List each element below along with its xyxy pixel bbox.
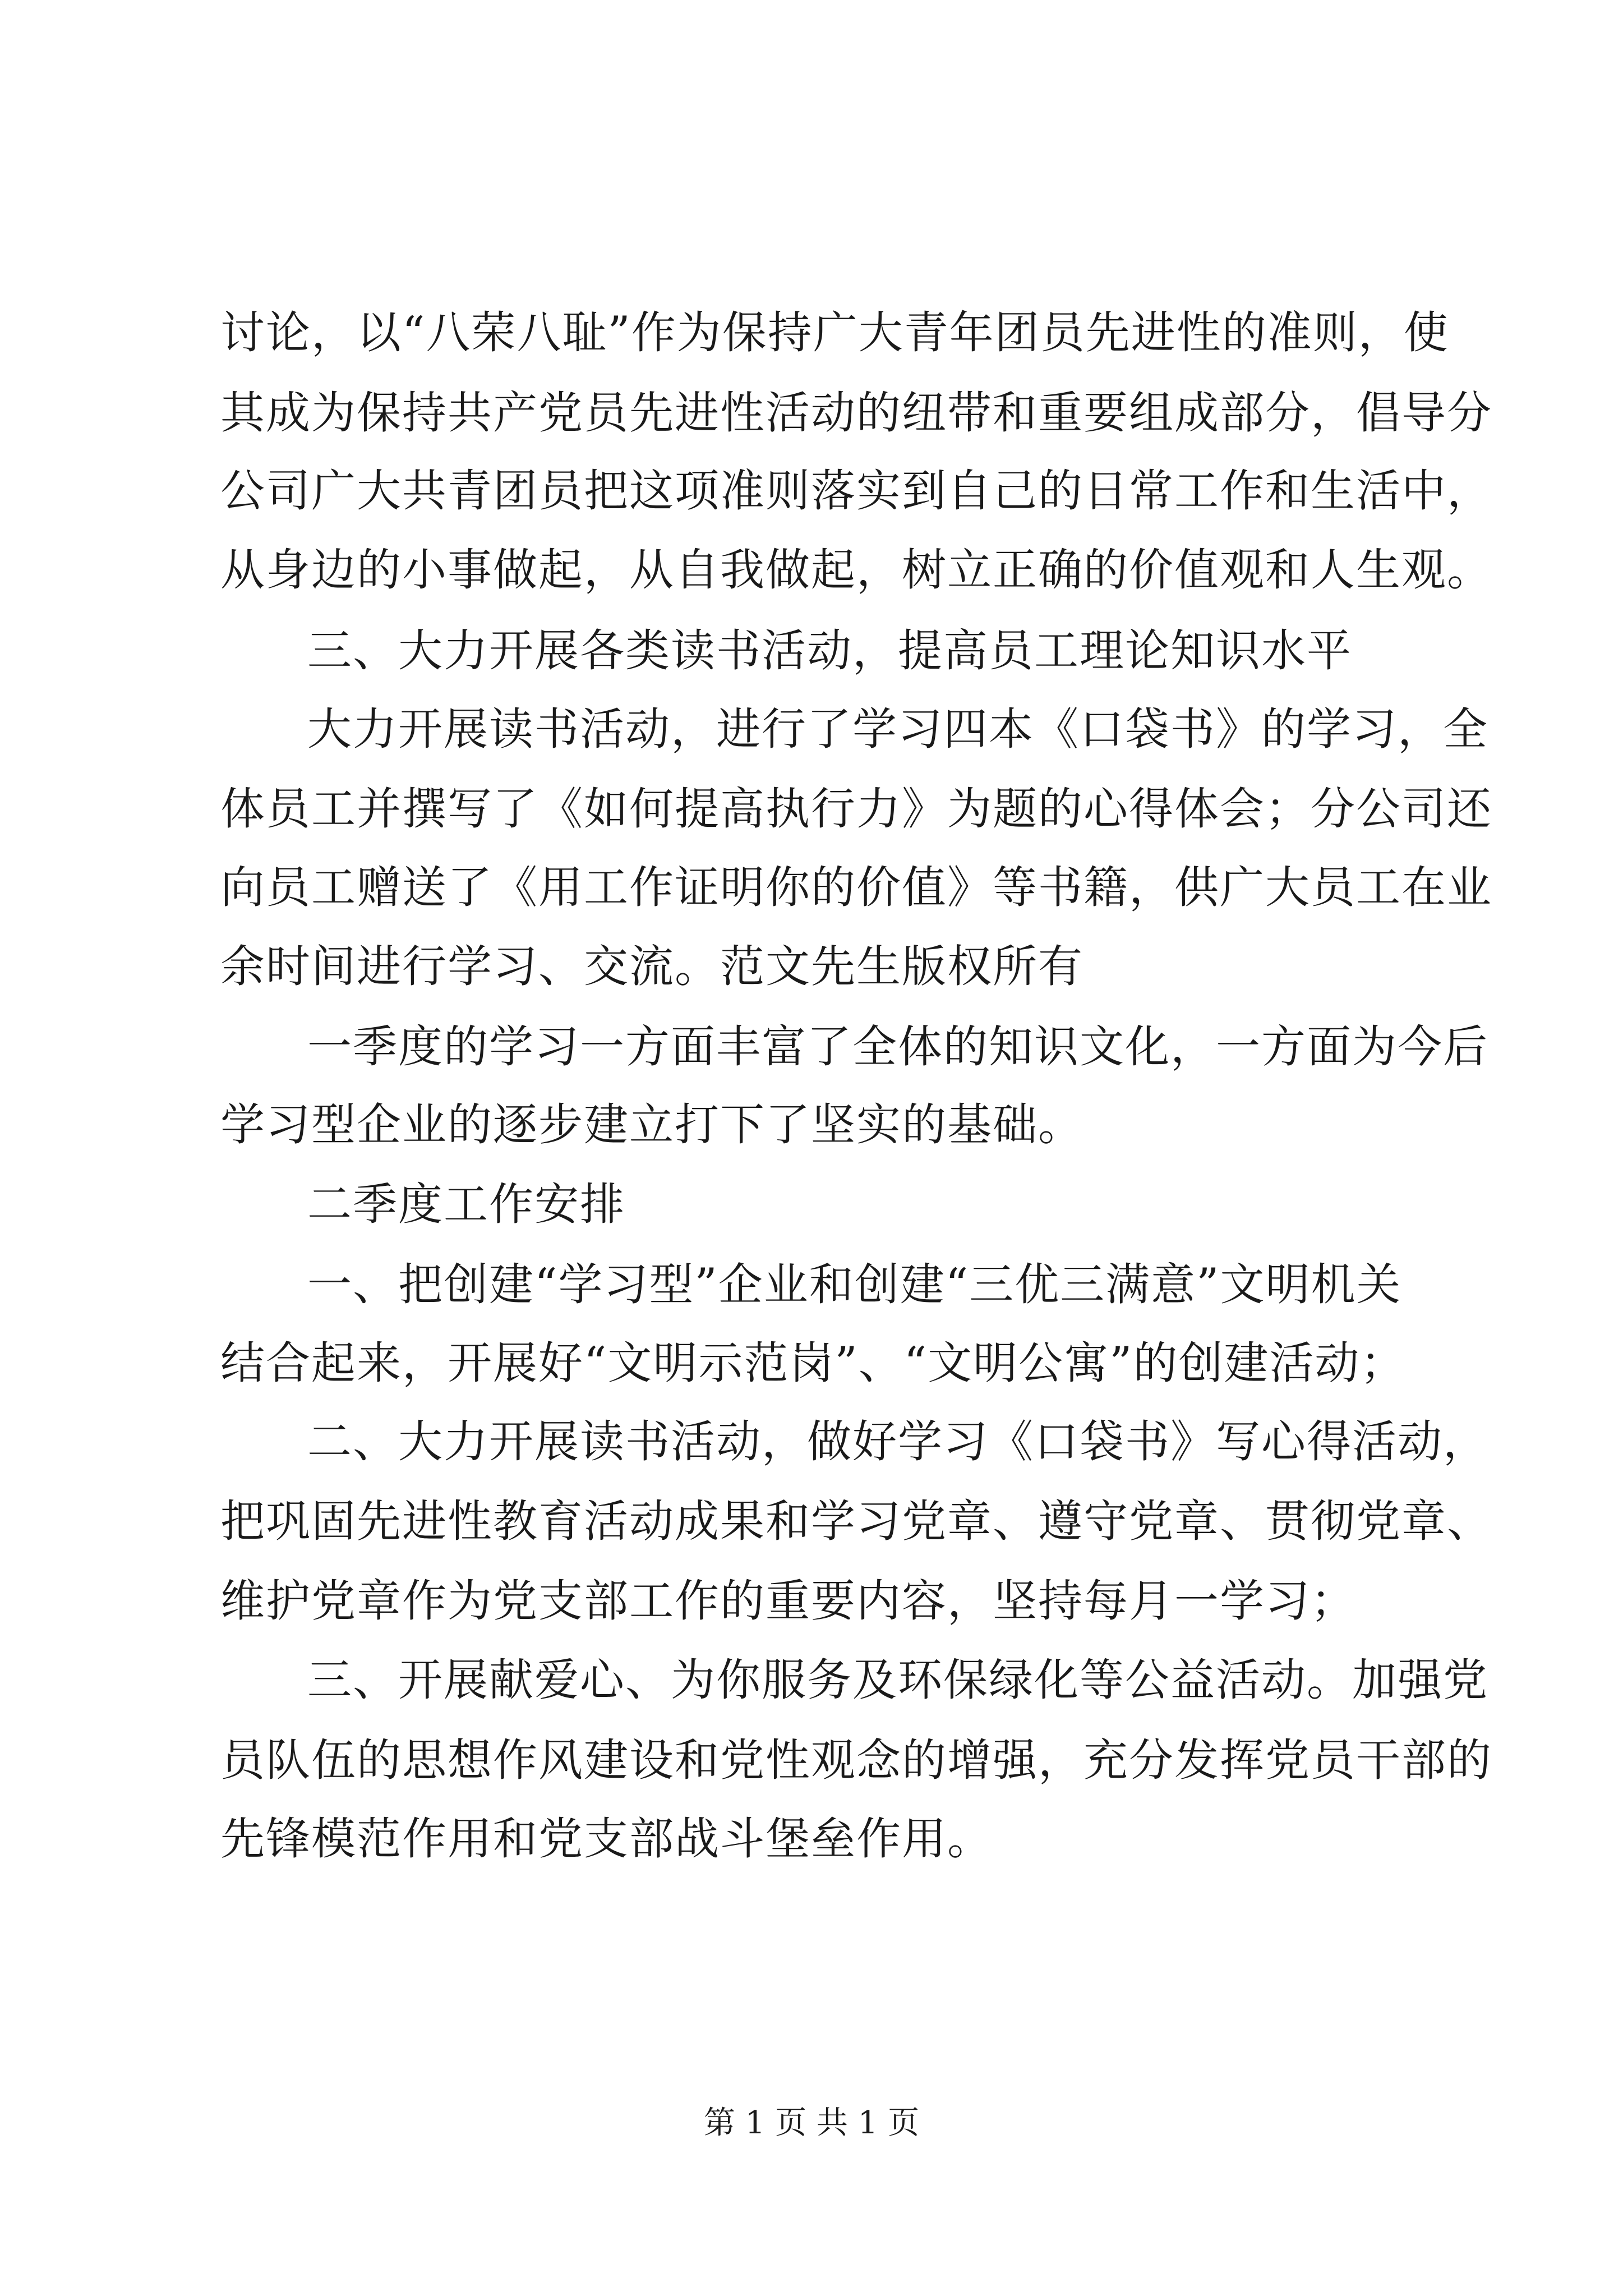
page-footer: 第 1 页 共 1 页 <box>703 2105 920 2141</box>
text-line: 公司广大共青团员把这项准则落实到自己的日常工作和生活中， <box>220 465 1492 517</box>
text-line: 从身边的小事做起，从自我做起，树立正确的价值观和人生观。 <box>220 544 1492 596</box>
text-line: 三、开展献爱心、为你服务及环保绿化等公益活动。加强党 <box>307 1654 1488 1706</box>
section-heading: 二季度工作安排 <box>307 1179 625 1230</box>
text-line: 员队伍的思想作风建设和党性观念的增强，充分发挥党员干部的 <box>220 1734 1492 1786</box>
text-line: 一、把创建“学习型”企业和创建“三优三满意”文明机关 <box>307 1259 1402 1310</box>
text-line: 余时间进行学习、交流。范文先生版权所有 <box>220 941 1083 992</box>
text-line: 先锋模范作用和党支部战斗堡垒作用。 <box>220 1813 993 1865</box>
text-line: 其成为保持共产党员先进性活动的纽带和重要组成部分，倡导分 <box>220 387 1492 439</box>
text-line: 二、大力开展读书活动，做好学习《口袋书》写心得活动， <box>307 1416 1488 1467</box>
section-heading: 三、大力开展各类读书活动，提高员工理论知识水平 <box>307 625 1352 677</box>
text-line: 讨论，以“八荣八耻”作为保持广大青年团员先进性的准则，使 <box>220 307 1449 358</box>
text-line: 学习型企业的逐步建立打下了坚实的基础。 <box>220 1099 1083 1151</box>
text-line: 一季度的学习一方面丰富了全体的知识文化，一方面为今后 <box>307 1021 1488 1073</box>
text-line: 体员工并撰写了《如何提高执行力》为题的心得体会；分公司还 <box>220 783 1492 835</box>
text-line: 维护党章作为党支部工作的重要内容，坚持每月一学习； <box>220 1575 1356 1627</box>
text-line: 结合起来，开展好“文明示范岗”、“文明公寓”的创建活动； <box>220 1337 1406 1389</box>
text-line: 大力开展读书活动，进行了学习四本《口袋书》的学习，全 <box>307 703 1488 755</box>
text-line: 向员工赠送了《用工作证明你的价值》等书籍，供广大员工在业 <box>220 862 1492 913</box>
text-line: 把巩固先进性教育活动成果和学习党章、遵守党章、贯彻党章、 <box>220 1496 1492 1547</box>
